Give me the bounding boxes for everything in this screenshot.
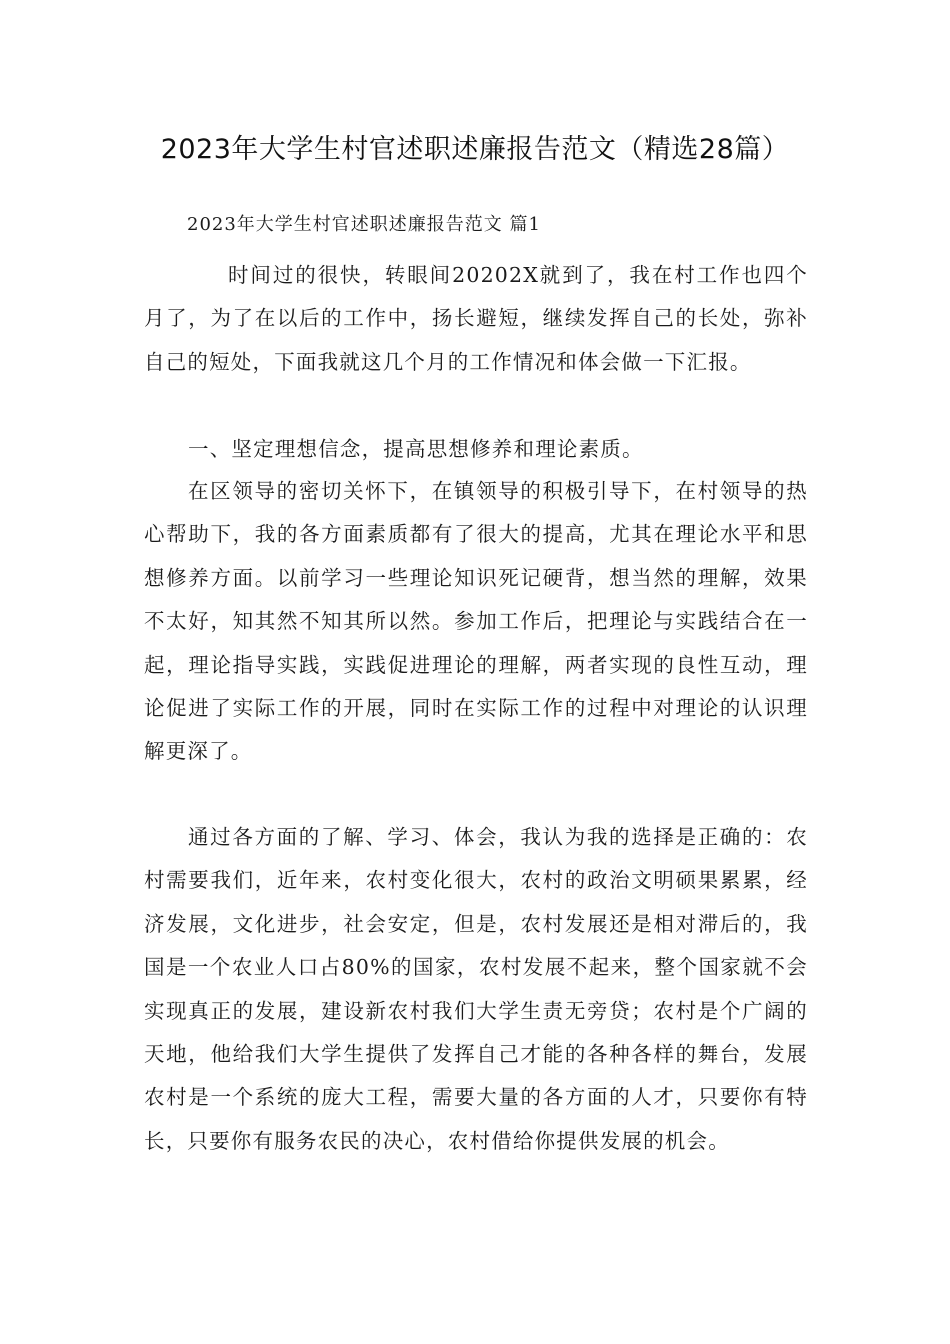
section-heading: 2023年大学生村官述职述廉报告范文 篇1 — [187, 214, 541, 235]
paragraph-choice: 通过各方面的了解、学习、体会，我认为我的选择是正确的：农村需要我们，近年来，农村变化很大，农村的政治文明硕果累累，经济发展，文化进步，社会安定，但是，农村发展还是相对滞后的，我国是一个农业人口占80%的国家，农村发展不起来，整个国家就不会实现真正的发展，建设新农村我们大学生责无旁贷；农村是个广阔的天地，他给我们大学生提供了发挥自己才能的各种各样的舞台，发展农村是一个系统的庞大工程，需要大量的各方面的人才，只要你有特长，只要你有服务农民的决心，农村借给你提供发展的机会。 — [144, 825, 808, 1153]
paragraph-intro: 时间过的很快，转眼间20202X就到了，我在村工作也四个月了，为了在以后的工作中，扬长避短，继续发挥自己的长处，弥补自己的短处，下面我就这几个月的工作情况和体会做一下汇报。 — [144, 263, 808, 374]
paragraph-theory: 在区领导的密切关怀下，在镇领导的积极引导下，在村领导的热心帮助下，我的各方面素质都有了很大的提高，尤其在理论水平和思想修养方面。以前学习一些理论知识死记硬背，想当然的理解，效果不太好，知其然不知其所以然。参加工作后，把理论与实践结合在一起，理论指导实践，实践促进理论的理解，两者实现的良性互动，理论促进了实际工作的开展，同时在实际工作的过程中对理论的认识理解更深了。 — [144, 479, 808, 764]
document-title: 2023年大学生村官述职述廉报告范文（精选28篇） — [160, 134, 790, 165]
paragraph-subheading: 一、坚定理想信念，提高思想修养和理论素质。 — [188, 437, 644, 461]
